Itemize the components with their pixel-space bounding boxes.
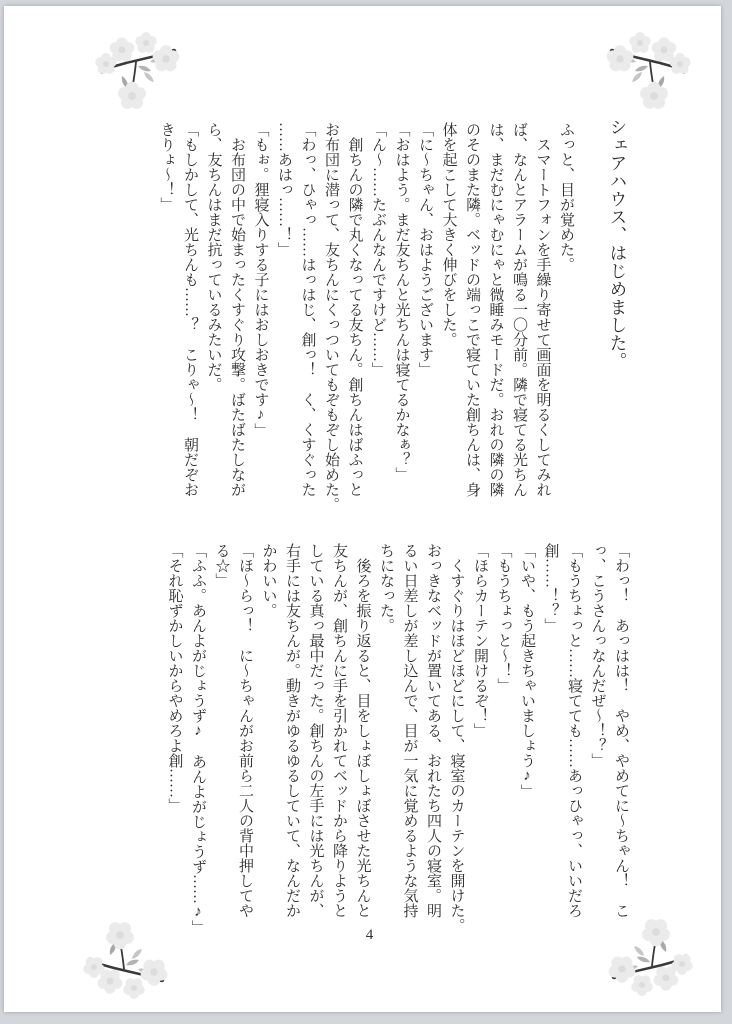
page-title: シェアハウス、はじめました。 [608,118,628,370]
text-section-2 [162,543,632,941]
cherry-blossom-ornament-top-left [92,26,204,120]
text-line: のそのまた隣。ベッドの端っこで寝ていた創ちんは、身 [464,122,480,497]
text-line: 後ろを振り返ると、目をしょぼしょぼさせた光ちんと [354,543,371,918]
text-line: 「もしかして、光ちんも……？ こりゃ〜！ 朝だぞお [182,122,198,497]
text-line: ……あはっ……！」 [276,122,292,257]
text-line: ちになった。 [378,543,394,633]
text-line: ば、なんとアラームが鳴る一〇分前。隣で寝てる光ちん [511,122,527,497]
text-line: 右手には友ちんが。動きがゆるゆるしていて、なんだか [284,543,300,918]
text-line: 「いや、もう起きちゃいましょう♪」 [519,543,535,799]
text-line: スマートフォンを手繰り寄せて画面を明るくしてみれ [534,122,551,497]
page-number: 4 [365,927,374,943]
text-line: お布団の中で始まったくすぐり攻撃。ばたばたしなが [229,122,245,497]
text-line: 創ちんの隣で丸くなってる友ちん。創ちんはばふっと [346,122,363,497]
text-line: 「おはよう。まだ友ちんと光ちんは寝てるかなぁ？」 [393,122,410,482]
text-line: 創……！？」 [542,543,559,633]
text-line: 「それ恥ずかしいからやめろよ創……」 [166,543,183,813]
text-line: 「ん〜……たぶんなんですけど……」 [370,122,386,377]
text-line: 「に〜ちゃん、おはようございます」 [417,122,433,377]
text-line: きりょ〜！」 [158,122,175,212]
text-line: お布団に潜って、友ちんにくっついてもぞもぞし始めた。 [323,122,339,512]
text-line: 「わっ、ひゃっ……はっはじ、創っ！ く、くすぐった [299,122,316,497]
text-section-1 [154,122,577,520]
text-line: 「もうちょっと……寝てても……あっひゃっ、いいだろ [566,543,582,918]
text-line: 「ほらカーテン開けるぞ！」 [472,543,488,738]
text-line: くすぐりはほどほどにして、寝室のカーテンを開けた。 [448,543,465,933]
cherry-blossom-ornament-top-right [582,26,694,120]
text-line: 「わっ！ あっはは！ やめ、やめてに〜ちゃん！ こ [613,543,629,918]
text-line: るい日差しが差し込んで、目が一気に覚めるような気持 [401,543,418,918]
text-line: おっきなベッドが置いてある、おれたち四人の寝室。明 [425,543,441,918]
text-line: 体を起こして大きく伸びをした。 [440,122,457,347]
text-line: る☆」 [213,543,230,588]
text-line: 「ほ〜らっ！ に〜ちゃんがお前ら二人の背中押してや [237,543,253,918]
text-line: っ、こうさんっなんだぜ〜！？」 [589,543,606,768]
text-line: は、まだむにゃむにゃと微睡みモードだ。おれの隣の隣 [487,122,504,497]
text-line: 「もぉ。狸寝入りする子にはおしおきです♪」 [252,122,269,438]
text-line: 友ちんが、創ちんに手を引かれてベッドから降りようと [331,543,347,918]
text-line: ふっと、目が覚めた。 [558,122,574,272]
text-line: 「ふふ。あんよがじょうず♪ あんよがじょうず……♪」 [190,543,206,935]
text-line: 「もうちょっと〜！」 [495,543,512,693]
text-line: ら、友ちんはまだ抗っているみたいだ。 [205,122,222,392]
novel-page [4,6,721,1012]
text-line: かわいい。 [260,543,277,618]
text-line: している真っ最中だった。創ちんの左手には光ちんが、 [307,543,324,918]
